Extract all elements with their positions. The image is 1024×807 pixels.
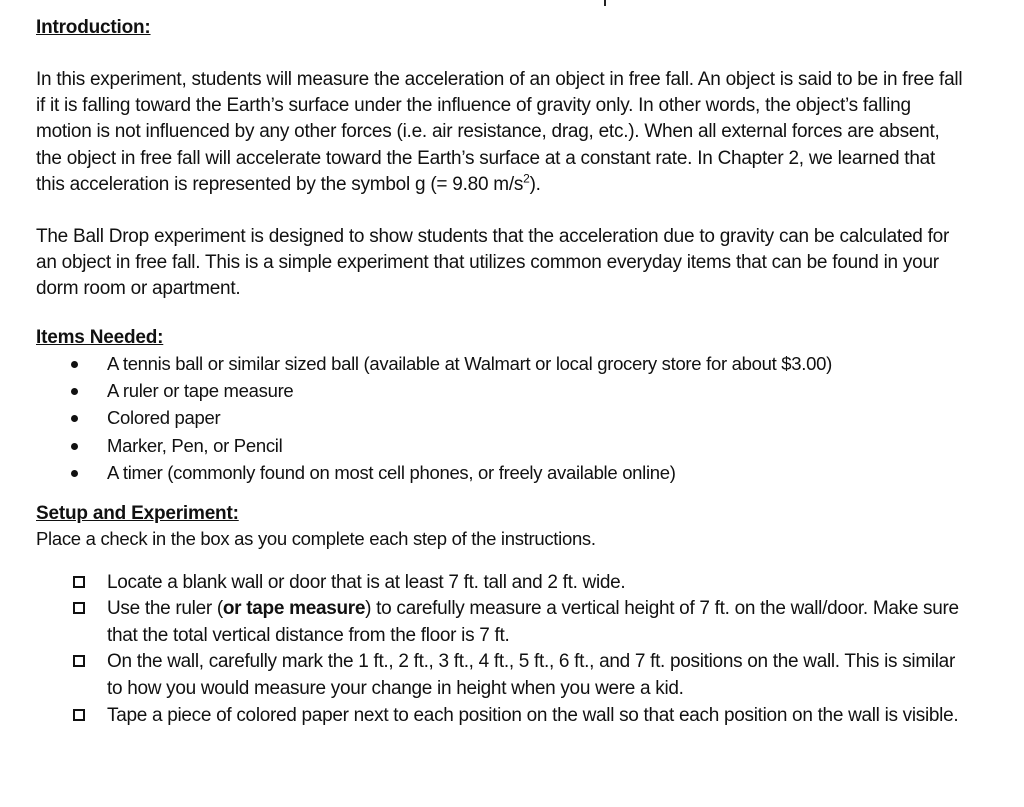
setup-instructions: Place a check in the box as you complete each step of the instructions. <box>36 527 596 549</box>
step-checkbox[interactable] <box>73 576 85 588</box>
ball-drop-paragraph: The Ball Drop experiment is designed to show students that the acceleration due to gravity can be calculated for an object in free fall. This is a simple experiment that utilizes common everyday items that can be found in your dorm room or apartment. <box>36 226 950 300</box>
step-text-start: Use the ruler ( <box>107 598 223 620</box>
list-item <box>36 377 966 404</box>
items-needed-heading: Items Needed: <box>36 326 164 348</box>
step-text-bold: or tape measure <box>222 598 366 620</box>
bullet-icon <box>71 415 78 422</box>
list-item <box>36 350 966 377</box>
checklist-item <box>36 703 966 730</box>
unit-tail: ). <box>529 173 541 195</box>
bullet-icon <box>71 388 78 395</box>
checklist-item <box>36 649 966 702</box>
page-edge-mark <box>604 0 606 6</box>
items-list <box>36 350 966 487</box>
introduction-text: In this experiment, students will measure the acceleration of an object in free fall. An object is said to be in free fall if it is falling toward the Earth’s surface under the influence of gravity only. In other words, the object’s falling motion is not influenced by any other forces (i.e. air resistance, drag, etc.). When all external forces are absent, the object in free fall will accelerate toward the Earth’s surface at a constant rate. In Chapter 2, we learned that this acceleration is represented by the symbol g (= 9.80 m/s <box>36 69 963 195</box>
bullet-icon <box>71 361 78 368</box>
document-page <box>36 14 966 729</box>
list-item <box>36 459 966 486</box>
list-item <box>36 404 966 431</box>
setup-checklist <box>36 570 966 730</box>
bullet-icon <box>71 443 78 450</box>
step-text: On the wall, carefully mark the 1 ft., 2 ft., 3 ft., 4 ft., 5 ft., 6 ft., and 7 ft. positions on the wall. This is similar to how you would measure your change in height when you were a kid. <box>107 651 955 700</box>
step-checkbox[interactable] <box>73 655 85 667</box>
step-text: Tape a piece of colored paper next to each position on the wall so that each position on the wall is visible. <box>107 704 959 726</box>
item-label: Marker, Pen, or Pencil <box>107 434 283 456</box>
item-label: A timer (commonly found on most cell phones, or freely available online) <box>107 462 676 484</box>
bullet-icon <box>71 470 78 477</box>
item-label: A ruler or tape measure <box>107 380 294 402</box>
setup-heading: Setup and Experiment: <box>36 502 239 524</box>
step-checkbox[interactable] <box>73 602 85 614</box>
step-text-end: ) to carefully measure a vertical height of 7 ft. on the wall/door. Make sure that the total vertical distance from the floor is 7 ft. <box>107 598 959 646</box>
step-text: Locate a blank wall or door that is at least 7 ft. tall and 2 ft. wide. <box>107 571 626 593</box>
item-label: A tennis ball or similar sized ball (available at Walmart or local grocery store for about $3.00) <box>107 352 832 374</box>
step-checkbox[interactable] <box>73 709 85 721</box>
checklist-item <box>36 596 966 649</box>
introduction-paragraph <box>36 67 966 198</box>
item-label: Colored paper <box>107 407 221 429</box>
unit-superscript: 2 <box>523 171 530 186</box>
introduction-heading: Introduction: <box>36 17 151 38</box>
checklist-item <box>36 570 966 597</box>
list-item <box>36 432 966 459</box>
